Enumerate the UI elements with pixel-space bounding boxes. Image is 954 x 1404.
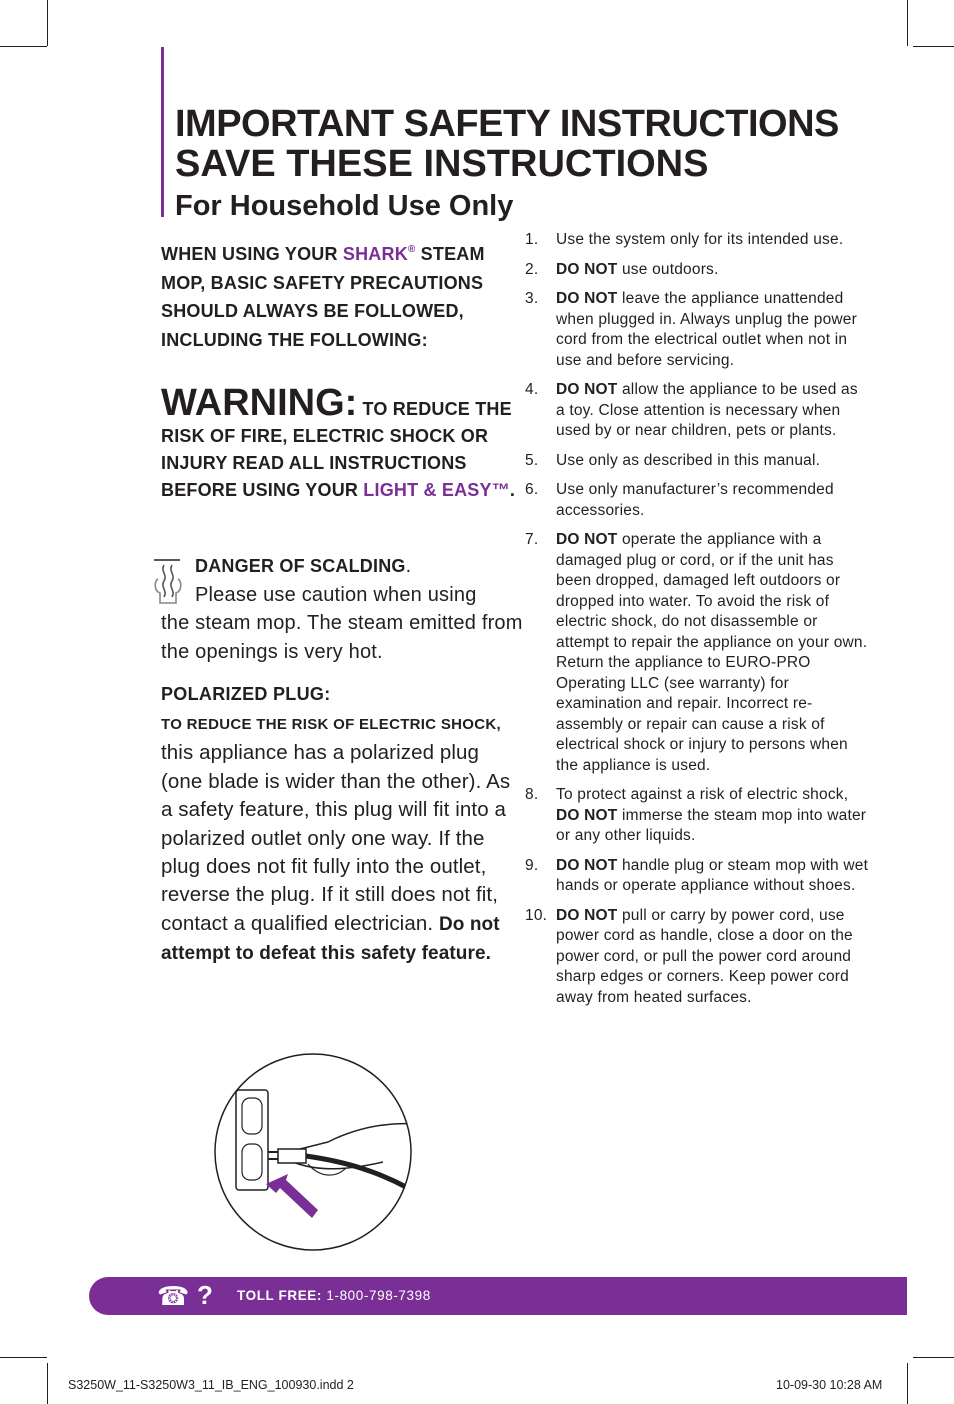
registered-mark: ® (407, 244, 416, 255)
list-bold: DO NOT (556, 856, 618, 874)
list-bold: DO NOT (556, 531, 618, 548)
list-item (525, 480, 870, 521)
page-title (175, 104, 839, 184)
list-number: 5. (525, 451, 539, 469)
list-item (525, 230, 870, 251)
warning-label: WARNING: (161, 382, 358, 424)
list-number: 2. (525, 260, 539, 278)
list-bold: DO NOT (556, 290, 618, 307)
list-bold: DO NOT (556, 381, 618, 398)
crop-mark (913, 1357, 954, 1358)
warning-end: . (509, 480, 516, 500)
toll-free-label: TOLL FREE: (237, 1288, 323, 1303)
list-text: pull or carry by power cord, use power cord as handle, close a door on the power cord, or pull the power cord around sharp edges or corners. Keep power cord away from heated surfaces. (556, 906, 853, 1006)
phone-icon: ☎ (157, 1281, 190, 1311)
plug-text: this appliance has a polarized plug (one blade is wider than the other). As a safety feature, this plug will fit into a polarized outlet only one way. If the plug does not fit fully into the outlet, reverse the plug. If it still does not fit, contact a qualified electrician. (161, 741, 511, 935)
danger-period: . (405, 555, 412, 577)
title-accent-bar (161, 47, 164, 217)
warning-text: TO REDUCE THE RISK OF FIRE, ELECTRIC SHOCK OR INJURY READ ALL INSTRUCTIONS BEFORE USING YOUR (161, 399, 512, 500)
danger-paragraph (161, 552, 526, 666)
danger-heading: DANGER OF SCALDING (195, 556, 406, 576)
title-line-1: IMPORTANT SAFETY INSTRUCTIONS (175, 103, 839, 145)
crop-mark (907, 0, 908, 46)
list-number: 3. (525, 290, 539, 307)
list-text: Use only as described in this manual. (556, 451, 821, 469)
toll-free-text (237, 1288, 431, 1303)
page-subtitle: For Household Use Only (175, 190, 514, 222)
intro-part1: WHEN USING YOUR (161, 244, 343, 264)
title-line-2: SAVE THESE INSTRUCTIONS (175, 143, 709, 185)
intro-part2: STEAM MOP, BASIC SAFETY PRECAUTIONS SHOULD ALWAYS BE FOLLOWED, INCLUDING THE FOLLOWING: (161, 244, 485, 350)
list-number: 10. (525, 906, 548, 924)
crop-mark (47, 1363, 48, 1404)
list-item (525, 856, 870, 897)
polarized-plug-paragraph (161, 709, 521, 969)
print-slug-date: 10-09-30 10:28 AM (776, 1378, 883, 1392)
list-text: allow the appliance to be used as a toy. Close attention is necessary when used by or near children, pets or plants. (556, 381, 858, 439)
plug-bold-end: Do not attempt to defeat this safety feature. (161, 913, 500, 965)
danger-line1: Please use caution when using (195, 583, 477, 606)
list-number: 6. (525, 481, 539, 498)
list-number: 7. (525, 531, 539, 548)
safety-instructions-list (525, 230, 870, 1008)
list-bold: DO NOT (556, 806, 618, 824)
plug-illustration (208, 1052, 418, 1252)
list-text: use outdoors. (617, 260, 719, 278)
toll-free-number: 1-800-798-7398 (322, 1288, 431, 1303)
list-text: Use the system only for its intended use. (556, 231, 844, 248)
list-item (525, 530, 870, 776)
list-item (525, 289, 870, 371)
list-number: 8. (525, 786, 539, 803)
brand-name: SHARK (342, 244, 408, 264)
list-bold: DO NOT (556, 906, 618, 924)
intro-paragraph (161, 236, 506, 354)
list-text: leave the appliance unattended when plugged in. Always unplug the power cord from the electrical outlet when not in use and before servicing. (556, 290, 857, 369)
list-bold: DO NOT (556, 260, 618, 278)
crop-mark (907, 1363, 908, 1404)
crop-mark (0, 1357, 47, 1358)
crop-mark (0, 46, 47, 47)
list-text: Use only manufacturer’s recommended accessories. (556, 481, 834, 519)
product-name: LIGHT & EASY™ (363, 480, 510, 500)
print-slug-filename: S3250W_11-S3250W3_11_IB_ENG_100930.indd 2 (68, 1378, 354, 1392)
question-icon: ? (197, 1280, 213, 1310)
danger-rest: the steam mop. The steam emitted from the openings is very hot. (161, 612, 523, 663)
list-item (525, 785, 870, 847)
list-number: 4. (525, 381, 539, 398)
list-number: 9. (525, 856, 539, 874)
list-text: handle plug or steam mop with wet hands or operate appliance without shoes. (556, 856, 869, 894)
toll-free-banner (89, 1277, 907, 1315)
list-text: immerse the steam mop into water or any other liquids. (556, 806, 867, 844)
list-text: operate the appliance with a damaged plug or cord, or if the unit has been dropped, damaged left outdoors or dropped into water. To avoid the risk of electric shock, do not disassemble or attempt to repair the appliance on your own. Return the appliance to EURO-PRO Operating LLC (see warranty) for examination and repair. Incorrect re-assembly or repair can cause a risk of electrical shock or injury to persons when the appliance is used. (556, 531, 868, 774)
warning-paragraph (161, 382, 516, 504)
list-pre-text: To protect against a risk of electric shock, (556, 786, 849, 803)
list-item (525, 451, 870, 472)
list-item (525, 260, 870, 281)
list-item (525, 380, 870, 442)
danger-first-lines (161, 552, 526, 609)
list-number: 1. (525, 231, 539, 248)
crop-mark (913, 46, 954, 47)
crop-mark (47, 0, 48, 46)
list-item (525, 906, 870, 1009)
plug-lead: TO REDUCE THE RISK OF ELECTRIC SHOCK, (161, 716, 502, 733)
polarized-plug-heading: POLARIZED PLUG: (161, 684, 331, 704)
